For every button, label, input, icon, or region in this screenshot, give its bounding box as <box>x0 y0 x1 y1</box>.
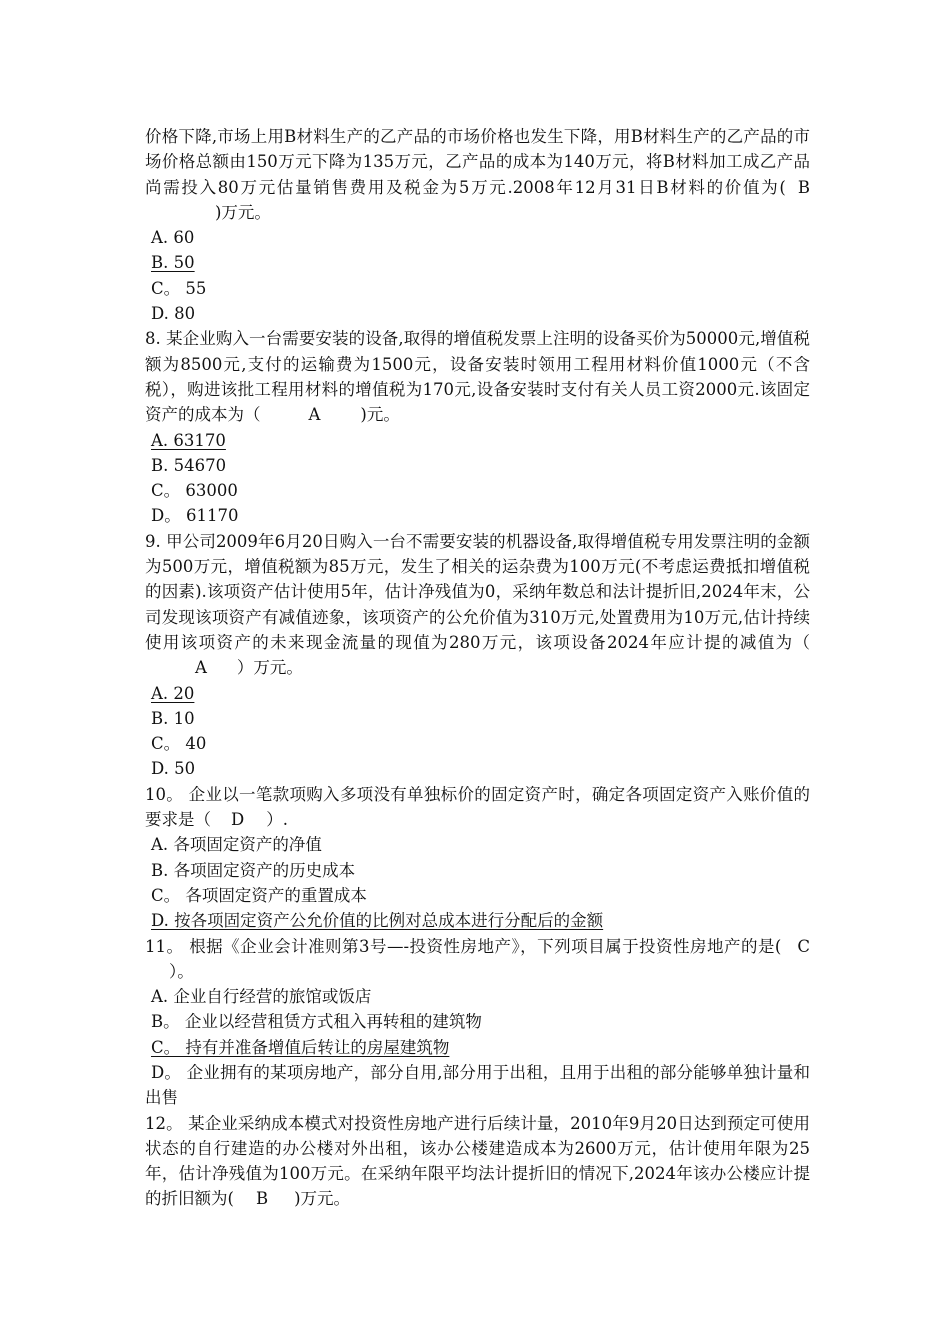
question-9-answer: A <box>195 658 207 678</box>
question-11-suffix: ）。 <box>169 961 194 981</box>
question-9-option-c: C。 40 <box>151 734 207 754</box>
question-11-option-a: A. 企业自行经营的旅馆或饭店 <box>151 987 372 1007</box>
question-7-option-c: C。 55 <box>151 278 207 298</box>
question-8-suffix: )元。 <box>360 405 400 425</box>
question-7-option-b <box>145 250 810 275</box>
question-8-option-b: B. 54670 <box>151 455 227 475</box>
question-8-option-a <box>145 428 810 453</box>
question-11-option-d: D。 企业拥有的某项房地产，部分自用,部分用于出租，且用于出租的部分能够单独计量和出售 <box>145 1062 810 1108</box>
question-8-body: 8. 某企业购入一台需要安装的设备,取得的增值税发票上注明的设备买价为50000元,增值税额为8500元,支付的运输费为1500元，设备安装时领用工程用材料价值1000元（不含税），购进该批工程用材料的增值税为170元,设备安装时支付有关人员工资2000元.该固定资产的成本为（ <box>145 329 810 425</box>
question-11-text <box>145 934 810 985</box>
question-10-suffix: ）. <box>266 810 288 830</box>
question-11-option-c-correct: C。 持有并准备增值后转让的房屋建筑物 <box>151 1037 450 1057</box>
question-9-option-a-correct: A. 20 <box>151 683 195 703</box>
question-7-option-b-correct: B. 50 <box>151 253 195 273</box>
question-7-option-d: D. 80 <box>151 304 196 324</box>
question-9-option-d: D. 50 <box>151 759 196 779</box>
question-8-option-d: D。 61170 <box>151 506 239 526</box>
question-10-text <box>145 782 810 833</box>
question-7-suffix: )万元。 <box>215 202 271 222</box>
question-11-option-b: B。 企业以经营租赁方式租入再转租的建筑物 <box>151 1012 482 1032</box>
question-7-text <box>145 124 810 225</box>
question-8-option-a-correct: A. 63170 <box>151 430 226 450</box>
question-9-text <box>145 529 810 681</box>
question-7-option-a: A. 60 <box>151 228 195 248</box>
question-10-option-a: A. 各项固定资产的净值 <box>151 835 322 855</box>
question-12-suffix: )万元。 <box>294 1189 351 1209</box>
question-10-option-b: B. 各项固定资产的历史成本 <box>151 860 356 880</box>
question-10-answer: D <box>231 810 245 830</box>
question-12-body: 12。 某企业采纳成本模式对投资性房地产进行后续计量，2010年9月20日达到预定可使用状态的自行建造的办公楼对外出租，该办公楼建造成本为2600万元，估计使用年限为25年，估计净残值为100万元。在采纳年限平均法计提折旧的情况下,2024年该办公楼应计提的折旧额为( <box>145 1113 810 1209</box>
question-10-option-c: C。 各项固定资产的重置成本 <box>151 885 367 905</box>
question-10-body: 10。 企业以一笔款项购入多项没有单独标价的固定资产时，确定各项固定资产入账价值的要求是（ <box>145 784 810 830</box>
question-7-body: 价格下降,市场上用B材料生产的乙产品的市场价格也发生下降，用B材料生产的乙产品的市场价格总额由150万元下降为135万元，乙产品的成本为140万元，将B材料加工成乙产品尚需投入80万元估量销售费用及税金为5万元.2008年12月31日B材料的价值为( <box>145 127 810 197</box>
question-8-text <box>145 326 810 427</box>
question-10-option-d <box>145 908 810 933</box>
question-8-answer: A <box>308 405 321 425</box>
question-11-body: 11。 根据《企业会计准则第3号—-投资性房地产》，下列项目属于投资性房地产的是( <box>145 936 782 956</box>
question-list <box>145 124 810 1212</box>
question-12-text <box>145 1111 810 1212</box>
question-9-body: 9. 甲公司2009年6月20日购入一台不需要安装的机器设备,取得增值税专用发票注明的金额为500万元，增值税额为85万元，发生了相关的运杂费为100万元(不考虑运费抵扣增值税的因素).该项资产估计使用5年，估计净残值为0，采纳年数总和法计提折旧,2024年末，公司发现该项资产有减值迹象，该项资产的公允价值为310万元,处置费用为10万元,估计持续使用该项资产的未来现金流量的现值为280万元，该项设备2024年应计提的减值为（ <box>145 531 810 652</box>
question-7-answer: B <box>797 177 810 197</box>
question-9-option-b: B. 10 <box>151 708 195 728</box>
question-11-option-c <box>145 1035 810 1060</box>
question-9-suffix: ）万元。 <box>236 658 303 678</box>
question-8-option-c: C。 63000 <box>151 481 238 501</box>
question-12-answer: B <box>255 1189 269 1209</box>
question-10-option-d-correct: D. 按各项固定资产公允价值的比例对总成本进行分配后的金额 <box>151 911 604 931</box>
question-9-option-a <box>145 681 810 706</box>
question-11-answer: C <box>797 936 810 956</box>
